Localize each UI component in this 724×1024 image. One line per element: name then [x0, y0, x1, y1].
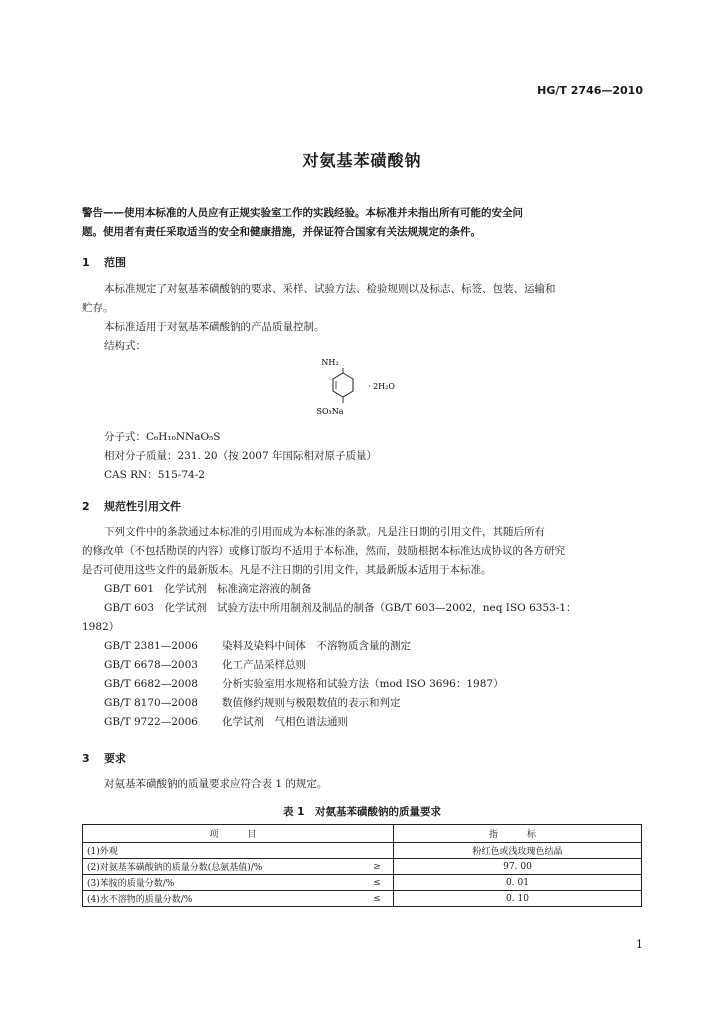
- section-2-number: 2: [82, 500, 90, 513]
- row-item: (1)外观: [83, 843, 362, 859]
- table-caption: 表 1 对氨基苯磺酸钠的质量要求: [283, 806, 441, 818]
- reference-title: 化学试剂 气相色谱法通则: [222, 716, 348, 728]
- reference-code: GB/T 8170—2008: [104, 697, 198, 709]
- section-2-heading: [82, 498, 181, 514]
- row-item: (4)水不溶物的质量分数/%: [83, 891, 362, 907]
- header-item: 项 目: [83, 825, 394, 843]
- warning-block: [82, 204, 643, 242]
- structural-formula: [300, 356, 440, 428]
- reference-item: [104, 694, 504, 713]
- scope-applicability: 本标准适用于对氨基苯磺酸钠的产品质量控制。: [104, 321, 325, 333]
- warning-line-1: 警告——使用本标准的人员应有正规实验室工作的实践经验。本标准并未指出所有可能的安全问: [82, 207, 523, 219]
- section-2-intro: [82, 523, 643, 637]
- row-symbol: [361, 843, 394, 859]
- reference-title: 化工产品采样总则: [222, 659, 306, 671]
- section-3-title: 要求: [104, 752, 126, 765]
- section-2-title: 规范性引用文件: [104, 500, 181, 513]
- reference-item: [104, 656, 504, 675]
- scope-line-1: 本标准规定了对氨基苯磺酸钠的要求、采样、试验方法、检验规则以及标志、标签、包装、运输和: [104, 283, 556, 295]
- section-1-heading: [82, 254, 126, 270]
- cas-number: CAS RN：515-74-2: [104, 469, 205, 481]
- quality-requirements-table: [82, 824, 642, 907]
- page-number: 1: [636, 938, 643, 951]
- document-title: 对氨基苯磺酸钠: [302, 151, 422, 170]
- reference-code: GB/T 9722—2006: [104, 716, 198, 728]
- warning-line-2: 题。使用者有责任采取适当的安全和健康措施，并保证符合国家有关法规规定的条件。: [82, 226, 481, 238]
- table-row: [83, 843, 642, 859]
- row-value: 97. 00: [394, 859, 642, 875]
- row-item: (3)苯胺的质量分数/%: [83, 875, 362, 891]
- section-3-number: 3: [82, 752, 90, 765]
- sulfonate-group-label: SO₃Na: [316, 407, 344, 416]
- row-symbol: ≤: [361, 875, 394, 891]
- molecular-mass: 相对分子质量：231. 20（按 2007 年国际相对原子质量）: [104, 450, 377, 462]
- reference-code: GB/T 2381—2006: [104, 640, 198, 652]
- reference-list: [104, 637, 504, 732]
- table-row: [83, 859, 642, 875]
- reference-title: 染料及染料中间体 不溶物质含量的测定: [222, 640, 411, 652]
- molecular-formula: 分子式：C₆H₁₀NNaO₅S: [104, 431, 221, 443]
- reference-item: [104, 637, 504, 656]
- row-item: (2)对氨基苯磺酸钠的质量分数(总氨基值)/%: [83, 859, 362, 875]
- intro-line-2: 的修改单（不包括勘误的内容）或修订版均不适用于本标准，然而，鼓励根据本标准达成协议的各方研究: [82, 545, 565, 557]
- structure-label: 结构式：: [104, 340, 146, 352]
- scope-line-2: 贮存。: [82, 302, 114, 314]
- intro-line-1: 下列文件中的条款通过本标准的引用而成为本标准的条款。凡是注日期的引用文件，其随后所有: [104, 526, 545, 538]
- row-value: 粉红色或浅玫瑰色结晶: [394, 843, 642, 859]
- reference-gbt-603-line-1: GB/T 603 化学试剂 试验方法中所用制剂及制品的制备（GB/T 603—2002，neq ISO 6353-1：: [104, 602, 577, 614]
- row-symbol: ≤: [361, 891, 394, 907]
- hydrate-label: · 2H₂O: [368, 382, 395, 391]
- standard-code: HG/T 2746—2010: [537, 84, 643, 97]
- reference-gbt-601: GB/T 601 化学试剂 标准滴定溶液的制备: [104, 583, 312, 595]
- reference-item: [104, 675, 504, 694]
- section-3-heading: [82, 750, 126, 766]
- table-row: [83, 891, 642, 907]
- header-value: 指 标: [394, 825, 642, 843]
- section-1-properties: [82, 428, 377, 485]
- amino-group-label: NH₂: [321, 358, 339, 367]
- row-value: 0. 10: [394, 891, 642, 907]
- reference-code: GB/T 6678—2003: [104, 659, 198, 671]
- reference-gbt-603-line-2: 1982）: [82, 621, 120, 633]
- section-1-number: 1: [82, 256, 90, 269]
- reference-code: GB/T 6682—2008: [104, 678, 198, 690]
- reference-item: [104, 713, 504, 732]
- reference-title: 数值修约规则与极限数值的表示和判定: [222, 697, 401, 709]
- table-header-row: [83, 825, 642, 843]
- section-1-scope-paragraph: [82, 280, 643, 356]
- reference-title: 分析实验室用水规格和试验方法（mod ISO 3696：1987）: [222, 678, 504, 690]
- intro-line-3: 是否可使用这些文件的最新版本。凡是不注日期的引用文件，其最新版本适用于本标准。: [82, 564, 492, 576]
- table-row: [83, 875, 642, 891]
- section-3-text: 对氨基苯磺酸钠的质量要求应符合表 1 的规定。: [104, 778, 328, 790]
- row-symbol: ≥: [361, 859, 394, 875]
- row-value: 0. 01: [394, 875, 642, 891]
- section-1-title: 范围: [104, 256, 126, 269]
